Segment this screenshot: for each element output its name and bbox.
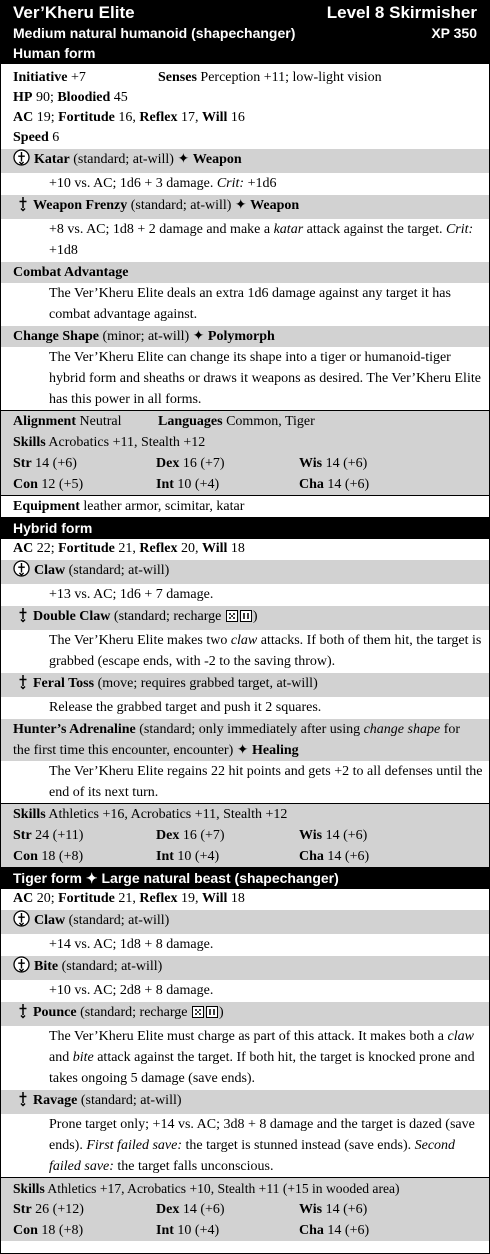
ability-row-1-human: Str 14 (+6) Dex 16 (+7) Wis 14 (+6) [13,456,368,471]
senses-label: Senses [158,70,197,85]
dice-five-icon [226,610,238,622]
power-name: Bite [34,959,59,974]
power-combat-advantage-desc: The Ver’Kheru Elite deals an extra 1d6 damage against any target it has combat advantage against. [49,286,451,322]
will-label: Will [201,110,228,125]
power-hunters-adrenaline-desc: The Ver’Kheru Elite regains 22 hit points and gets +2 to all defenses until the end of its next turn. [49,764,483,800]
speed-label: Speed [13,130,49,145]
form-label-human: Human form [13,45,96,61]
tiger-stats-section [1,1177,489,1241]
power-name: Double Claw [33,609,111,624]
power-meta: (standard; at-will) [58,959,163,974]
stat-block-header [1,0,489,64]
monster-type: Medium natural humanoid (shapechanger) [13,25,296,41]
melee-basic-attack-icon [13,910,30,934]
ability-row-2-tiger: Con 18 (+8) Int 10 (+4) Cha 14 (+6) [13,1223,370,1238]
power-name: Ravage [33,1093,78,1108]
defenses-line-hybrid: AC 22; Fortitude 21, Reflex 20, Will 18 [13,541,245,556]
ac-label: AC [13,110,34,125]
power-meta: (standard; at-will) [65,563,170,578]
alignment-value: Neutral [76,414,122,429]
power-name: Pounce [33,1005,77,1020]
will-value: 16 [227,110,245,125]
dice-six-icon [240,610,252,622]
power-tiger-claw [1,909,489,934]
form-band-tiger: Tiger form ✦ Large natural beast (shapechanger) [1,867,489,889]
fortitude-value: 16, [114,110,140,125]
reflex-label: Reflex [139,110,178,125]
power-hunters-adrenaline: Hunter’s Adrenaline (standard; only immediately after using change shape for the first time this encounter, encounter) ✦ Healing [1,718,489,761]
dice-six-icon [206,1006,218,1018]
monster-xp: XP 350 [431,25,477,41]
initiative-label: Initiative [13,70,68,85]
hp-value: 90; [32,90,58,105]
power-double-claw-desc: The Ver’Kheru Elite makes two claw attacks. If both of them hit, the target is grabbed (escape ends, with -2 to the saving throw). [49,633,482,669]
power-name: Hunter’s Adrenaline [13,722,136,737]
speed-line [1,128,489,148]
monster-name: Ver’Kheru Elite [13,3,135,22]
power-meta: (standard; recharge [76,1005,191,1020]
fortitude-label: Fortitude [58,110,115,125]
power-weapon-frenzy-desc: +8 vs. AC; 1d8 + 2 damage and make a katar attack against the target. Crit: +1d8 [49,222,474,258]
power-tiger-bite-desc: +10 vs. AC; 2d8 + 8 damage. [49,983,214,998]
power-name: Claw [34,913,66,928]
reflex-value: 17, [177,110,202,125]
power-name: Weapon Frenzy [33,198,128,213]
power-feral-toss-desc: Release the grabbed target and push it 2 squares. [49,700,322,715]
ability-row-2-hybrid: Con 18 (+8) Int 10 (+4) Cha 14 (+6) [13,849,370,864]
power-change-shape [1,325,489,347]
power-ravage-desc: Prone target only; +14 vs. AC; 3d8 + 8 damage and the target is dazed (save ends). First failed save: the target is stunned instead (save ends). Second failed save: the target falls unconscious. [49,1117,475,1174]
power-hybrid-claw [1,559,489,584]
bloodied-value: 45 [110,90,128,105]
power-pounce [1,1001,489,1026]
power-combat-advantage [1,261,489,283]
skills-line-hybrid: Skills Athletics +16, Acrobatics +11, Stealth +12 [13,807,288,822]
power-katar [1,148,489,173]
skills-line-tiger: Skills Athletics +17, Acrobatics +10, Stealth +11 (+15 in wooded area) [13,1181,400,1196]
melee-attack-icon [17,607,29,630]
skills-value: Acrobatics +11, Stealth +12 [45,435,206,450]
senses-value: Perception +11; low-light vision [196,70,382,85]
hybrid-stats-section [1,803,489,867]
ability-row-1-tiger: Str 26 (+12) Dex 14 (+6) Wis 14 (+6) [13,1202,368,1217]
power-meta: (standard; at-will) [77,1093,182,1108]
power-name: Combat Advantage [13,265,129,280]
power-double-claw [1,605,489,630]
power-name: Katar [34,152,70,167]
equipment-line [1,495,489,517]
melee-attack-icon [17,1003,29,1026]
human-stats-section [1,410,489,495]
dice-five-icon [192,1006,204,1018]
initiative-value: +7 [67,70,86,85]
power-meta-close: ) [252,609,258,624]
power-weapon-frenzy [1,194,489,219]
alignment-label: Alignment [13,414,76,429]
ac-value: 19; [33,110,59,125]
ability-row-2-human: Con 12 (+5) Int 10 (+4) Cha 14 (+6) [13,477,370,492]
power-keyword: Healing [251,743,299,758]
power-name: Claw [34,563,66,578]
power-katar-desc: +10 vs. AC; 1d6 + 3 damage. Crit: +1d6 [49,176,277,191]
power-pounce-desc: The Ver’Kheru Elite must charge as part of this attack. It makes both a claw and bite attack against the target. If both hit, the target is knocked prone and takes ongoing 5 damage (save ends). [49,1029,475,1086]
initiative-senses-line [1,68,489,88]
equipment-value: leather armor, scimitar, katar [79,499,245,514]
hp-line [1,88,489,108]
power-meta: (move; requires grabbed target, at-will) [94,676,318,691]
power-keyword: Polymorph [207,329,275,344]
melee-basic-attack-icon [13,956,30,980]
power-meta: (standard; at-will) ✦ [127,198,251,213]
power-meta: (standard; recharge [110,609,225,624]
power-meta-close: ) [218,1005,224,1020]
power-name: Feral Toss [33,676,95,691]
languages-label: Languages [158,414,223,429]
melee-attack-icon [17,674,29,697]
form-band-hybrid: Hybrid form [1,517,489,539]
languages-value: Common, Tiger [222,414,315,429]
hp-label: HP [13,90,33,105]
melee-attack-icon [17,196,29,219]
power-name: Change Shape [13,329,99,344]
defenses-line-human [1,108,489,128]
equipment-label: Equipment [13,499,80,514]
power-meta: (standard; at-will) [65,913,170,928]
power-ravage [1,1089,489,1114]
power-keyword: Weapon [192,152,242,167]
power-change-shape-desc: The Ver’Kheru Elite can change its shape into a tiger or humanoid-tiger hybrid form and sheaths or draws it weapons as desired. The Ver’Kheru Elite has this power in all forms. [49,350,481,407]
power-keyword: Weapon [250,198,300,213]
monster-level: Level 8 Skirmisher [326,3,477,22]
power-feral-toss [1,672,489,697]
skills-label: Skills [13,435,46,450]
power-meta: (minor; at-will) ✦ [98,329,208,344]
melee-basic-attack-icon [13,149,30,173]
melee-basic-attack-icon [13,560,30,584]
power-tiger-claw-desc: +14 vs. AC; 1d8 + 8 damage. [49,937,214,952]
alignment-line [1,411,489,432]
ability-row-1-hybrid: Str 24 (+11) Dex 16 (+7) Wis 14 (+6) [13,828,368,843]
bloodied-label: Bloodied [57,90,111,105]
melee-attack-icon [17,1091,29,1114]
skills-line-human [1,432,489,453]
power-tiger-bite [1,955,489,980]
power-hybrid-claw-desc: +13 vs. AC; 1d6 + 7 damage. [49,587,214,602]
defenses-line-tiger: AC 20; Fortitude 21, Reflex 19, Will 18 [13,891,245,906]
speed-value: 6 [48,130,60,145]
power-meta: (standard; at-will) ✦ [69,152,193,167]
